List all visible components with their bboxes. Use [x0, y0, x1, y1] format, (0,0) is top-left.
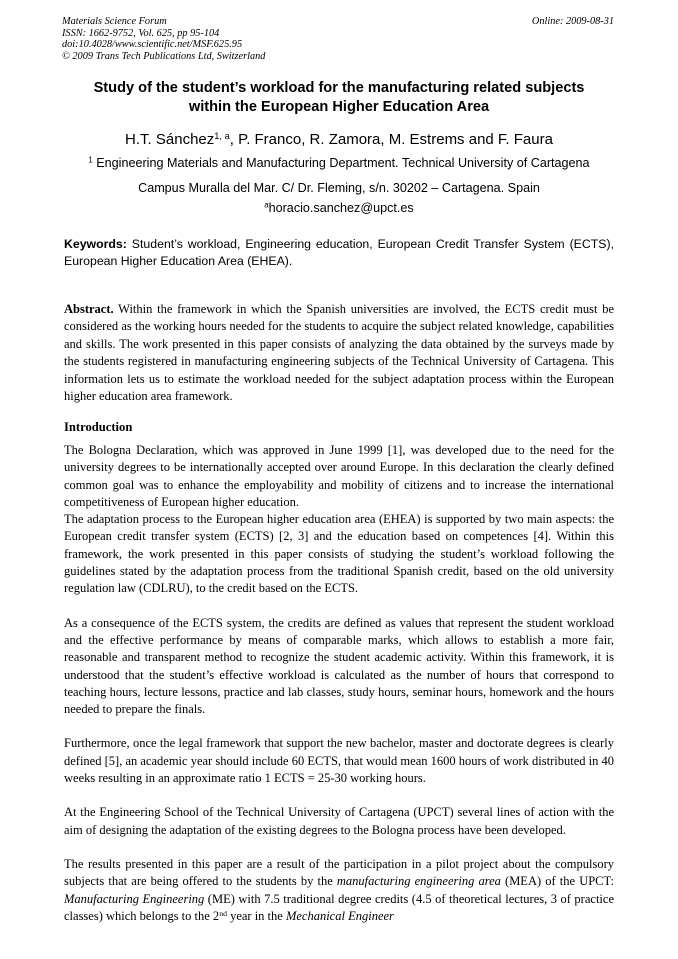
introduction-body [64, 442, 614, 925]
section-heading-introduction: Introduction [64, 420, 133, 434]
author-email [40, 201, 638, 215]
copyright-line: © 2009 Trans Tech Publications Ltd, Switzerland [62, 50, 266, 62]
title-line-2: within the European Higher Education Area [188, 99, 490, 115]
first-author: H.T. Sánchez [125, 131, 215, 148]
abstract-text: Within the framework in which the Spanish universities are involved, the ECTS credit must be considered as the working hours needed for the students to acquire the subject related knowledge, capabilities and skills. The work presented in this paper consists of analyzing the data obtained by the surveys made by the students registered in manufacturing engineering subjects of the Technical University of Cartagena. This information lets us to estimate the workload needed for the subject adaptation process within the European higher education area framework. [64, 302, 614, 404]
issn-line: ISSN: 1662-9752, Vol. 625, pp 95-104 [62, 27, 220, 39]
abstract-label: Abstract. [64, 302, 114, 316]
paragraph-5: At the Engineering School of the Technical University of Cartagena (UPCT) several lines of action with the aim of designing the adaptation of the existing degrees to the Bologna process have been developed. [64, 805, 614, 837]
journal-header [62, 16, 265, 62]
affiliation-address: Campus Muralla del Mar. C/ Dr. Fleming, s/n. 30202 – Cartagena. Spain [138, 181, 540, 195]
p6-text-a: The results presented in this paper are a result of the participation in a pilot project about the compulsory subjects that are being offered to the students by the [64, 856, 614, 889]
other-authors: , P. Franco, R. Zamora, M. Estrems and F. Faura [229, 131, 553, 148]
p6-italic-mea: manufacturing engineering area [336, 874, 501, 889]
email-marker: a [264, 200, 269, 210]
paragraph-2: The adaptation process to the European higher education area (EHEA) is supported by two main aspects: the European credit transfer system (ECTS) [2, 3] and the education based on competences [4]. Within this framework, the work presented in this paper consists of studying the student’s workload following the guidelines stated by the adaptation process from the traditional Spanish credit, based on the old university regulation law (CDLRU), to the credit based on the ECTS. [64, 512, 614, 596]
paragraph-1: The Bologna Declaration, which was approved in June 1999 [1], was developed due to the need for the university degrees to be internationally accepted over around Europe. In this declaration the clearly defined common goal was to enhance the employability and mobility of citizens and to increase the international competitiveness of European higher education. [64, 443, 614, 509]
journal-name: Materials Science Forum [62, 16, 167, 27]
p6-text-c: (MEA) of the UPCT: [500, 874, 614, 889]
paragraph-4: Furthermore, once the legal framework that support the new bachelor, master and doctorate degrees is clearly defined [5], an academic year should include 60 ECTS, that would mean 1600 hours of work distributed in 40 weeks resulting in an approximate ratio 1 ECTS = 25-30 working hours. [64, 736, 614, 786]
affiliation-line-1 [40, 156, 638, 170]
online-date: Online: 2009-08-31 [531, 16, 614, 27]
p6-text-f: year in the [226, 908, 286, 923]
p6-ordinal-sup: nd [219, 908, 227, 918]
doi-line: doi:10.4028/www.scientific.net/MSF.625.95 [62, 39, 243, 51]
title-line-1: Study of the student’s workload for the manufacturing related subjects [93, 80, 585, 96]
keywords [64, 236, 614, 269]
keywords-label: Keywords: [64, 237, 127, 251]
affiliation-department: Engineering Materials and Manufacturing Department. Technical University of Cartagena [92, 156, 590, 170]
p6-italic-degree: Mechanical Engineer [285, 908, 394, 923]
p6-text-e: (ME) with 7.5 traditional degree credits (4.5 of theoretical lectures, 3 of practice classes) which belongs to the 2 [64, 891, 614, 923]
paragraph-6 [64, 856, 614, 925]
paragraph-3: As a consequence of the ECTS system, the credits are defined as values that represent the student workload and the effective performance by means of comparable marks, which allows to establish a more fair, reasonable and transparent method to recognize the student academic activity. Within this framework, it is understood that the student’s effective workload is calculated as the number of hours that correspond to teaching hours, lecture lessons, practice and lab classes, study hours, seminar hours, homework and the hours needed to prepare the finals. [64, 615, 614, 717]
abstract [64, 301, 614, 405]
affiliation-marker: 1 [88, 155, 93, 165]
author-list [40, 131, 638, 148]
paper-title [40, 79, 638, 117]
first-author-marker: 1, a [214, 130, 230, 141]
p6-italic-me: Manufacturing Engineering [64, 891, 205, 906]
keywords-text: Student’s workload, Engineering education, European Credit Transfer System (ECTS), European Higher Education Area (EHEA). [64, 237, 614, 268]
email-address: horacio.sanchez@upct.es [268, 201, 414, 215]
